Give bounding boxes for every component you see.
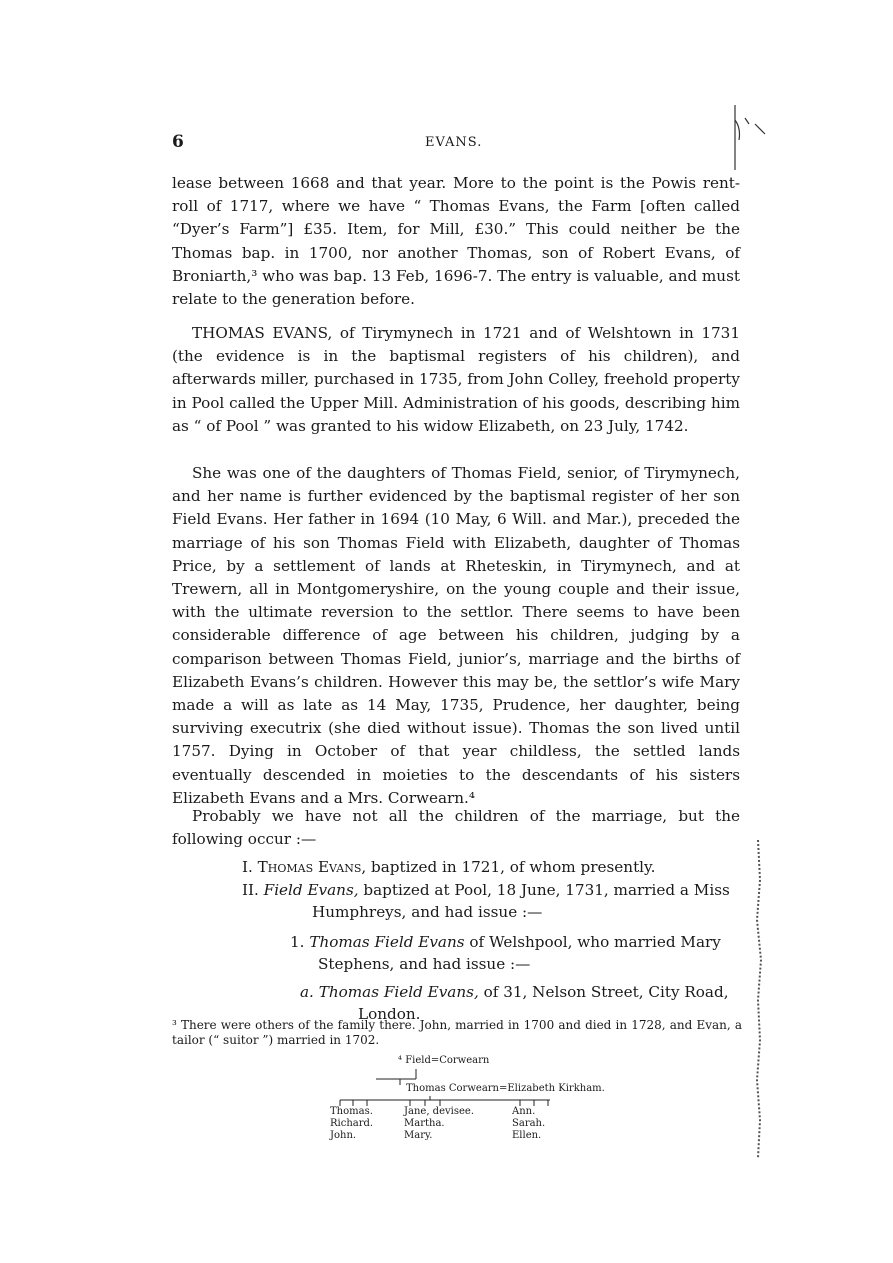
scan-binding-edge bbox=[748, 840, 768, 1160]
list-item bbox=[172, 931, 740, 975]
paragraph-1-text: lease between 1668 and that year. More to the point is the Powis rent-roll of 1717, where we have “ Thomas Evans, the Farm [often called “Dyer’s Farm”] £35. Item, for Mill, £30.” This could neither be the Thomas bap. in 1700, nor another Thomas, son of Robert Evans, of Broniarth,³ who was bap. 13 Feb, 1696-7. The entry is valuable, and must relate to the generation before. bbox=[172, 174, 740, 309]
list-item-number: II. bbox=[242, 881, 259, 899]
page-number: 6 bbox=[172, 132, 184, 152]
paragraph-2 bbox=[172, 322, 740, 438]
pedigree-top: ⁴ Field=Corwearn bbox=[398, 1055, 490, 1066]
children-list bbox=[172, 856, 740, 1025]
pedigree-child: Mary. bbox=[404, 1130, 433, 1141]
pedigree-lines bbox=[320, 1055, 680, 1165]
pedigree-child: Thomas. bbox=[330, 1106, 373, 1117]
list-item-number: I. bbox=[242, 858, 253, 876]
list-item-text: of Welshpool, who married Mary bbox=[469, 933, 721, 951]
list-item-text: baptized at Pool, 18 June, 1731, married a Miss bbox=[363, 881, 730, 899]
running-title: EVANS. bbox=[425, 135, 483, 150]
pedigree-child: Ellen. bbox=[512, 1130, 542, 1141]
paragraph-4-text: Probably we have not all the children of the marriage, but the following occur :— bbox=[172, 807, 740, 849]
list-item-number: a. bbox=[300, 983, 314, 1001]
list-item-number: 1. bbox=[290, 933, 305, 951]
pedigree-child: Jane, devisee. bbox=[404, 1106, 474, 1117]
list-item-name: Field Evans, bbox=[263, 881, 359, 899]
list-item bbox=[172, 879, 740, 923]
pedigree-child: Ann. bbox=[512, 1106, 536, 1117]
scan-edge-mark bbox=[725, 100, 785, 180]
paragraph-1 bbox=[172, 172, 740, 311]
list-item-name: Thomas Field Evans, bbox=[318, 983, 479, 1001]
pedigree-child: John. bbox=[330, 1130, 357, 1141]
paragraph-2-text: THOMAS EVANS, of Tirymynech in 1721 and of Welshtown in 1731 (the evidence is in the baptismal registers of his children), and afterwards miller, purchased in 1735, from John Colley, freehold property in Pool called the Upper Mill. Administration of his goods, describing him as “ of Pool ” was granted to his widow Elizabeth, on 23 July, 1742. bbox=[172, 324, 740, 435]
pedigree-chart bbox=[320, 1055, 680, 1165]
pedigree-child: Martha. bbox=[404, 1118, 445, 1129]
paragraph-3 bbox=[172, 462, 740, 810]
list-item-continuation: Humphreys, and had issue :— bbox=[312, 903, 543, 921]
pedigree-child: Richard. bbox=[330, 1118, 374, 1129]
paragraph-3-text: She was one of the daughters of Thomas Field, senior, of Tirymynech, and her name is further evidenced by the baptismal register of her son Field Evans. Her father in 1694 (10 May, 6 Will. and Mar.), preceded the marriage of his son Thomas Field with Elizabeth, daughter of Thomas Price, by a settlement of lands at Rheteskin, in Tirymynech, and at Trewern, all in Montgomeryshire, on the young couple and their issue, with the ultimate reversion to the settlor. There seems to have been considerable difference of age between his children, judging by a comparison between Thomas Field, junior’s, marriage and the births of Elizabeth Evans’s children. However this may be, the settlor’s wife Mary made a will as late as 14 May, 1735, Prudence, her daughter, being surviving executrix (she died without issue). Thomas the son lived until 1757. Dying in October of that year childless, the settled lands eventually descended in moieties to the descendants of his sisters Elizabeth Evans and a Mrs. Corwearn.⁴ bbox=[172, 464, 740, 807]
list-item-text: baptized in 1721, of whom presently. bbox=[371, 858, 656, 876]
paragraph-4 bbox=[172, 805, 740, 851]
list-item-continuation: Stephens, and had issue :— bbox=[318, 955, 531, 973]
footnote-text: ³ There were others of the family there. John, married in 1700 and died in 1728, and Evan, a tailor (“ suitor ”) married in 1702. bbox=[172, 1018, 742, 1047]
pedigree-couple: Thomas Corwearn=Elizabeth Kirkham. bbox=[406, 1083, 605, 1094]
pedigree-child: Sarah. bbox=[512, 1118, 546, 1129]
footnote bbox=[172, 1018, 742, 1048]
list-item-name: Thomas Evans, bbox=[257, 858, 367, 876]
list-item-continuation: London. bbox=[358, 1005, 421, 1023]
list-item-text: of 31, Nelson Street, City Road, bbox=[483, 983, 729, 1001]
list-item-name: Thomas Field Evans bbox=[309, 933, 465, 951]
list-item bbox=[172, 856, 740, 878]
